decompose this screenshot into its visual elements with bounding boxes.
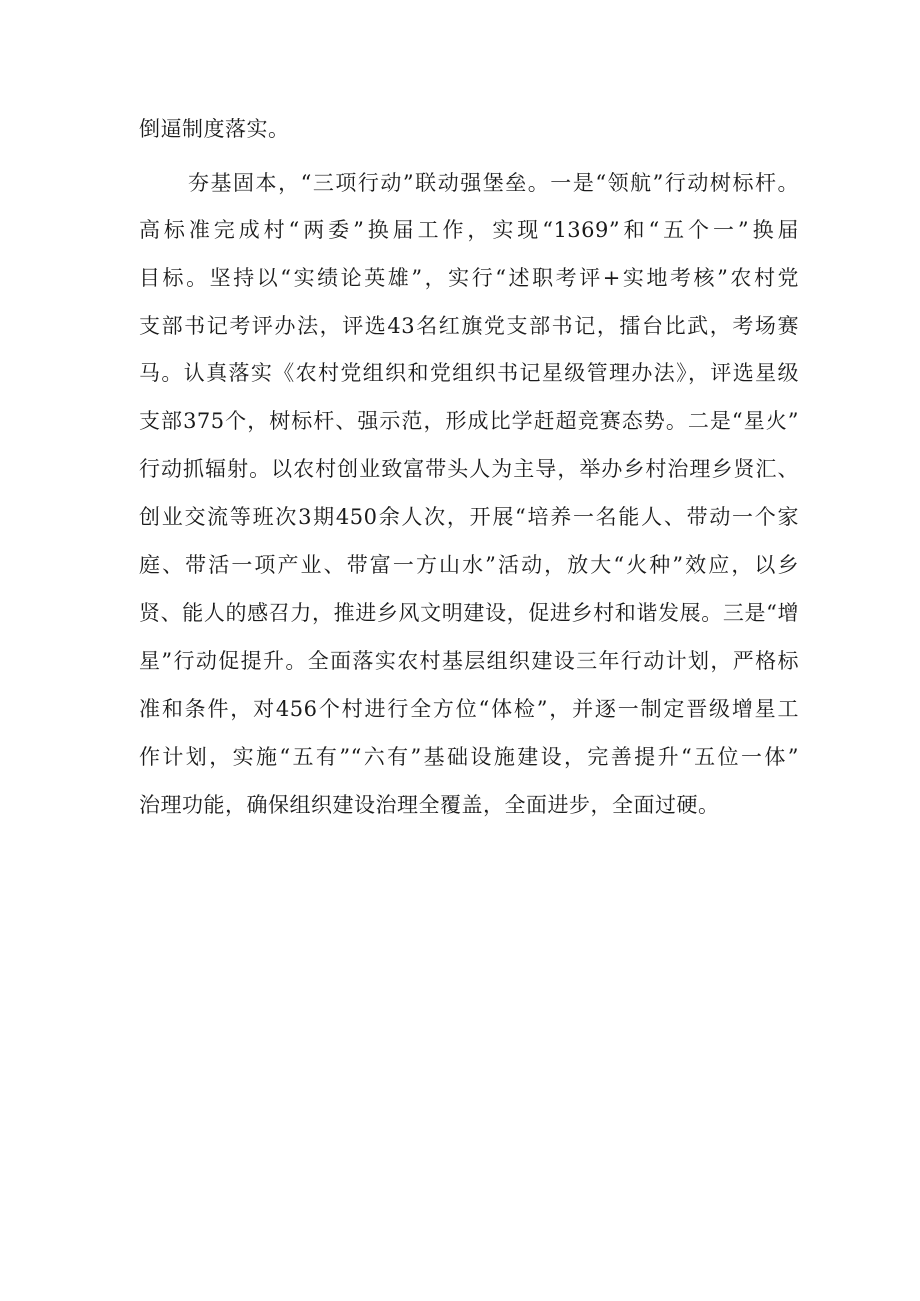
paragraph-2-line-4: 支部书记考评办法，评选43名红旗党支部书记，擂台比武，考场赛 [139, 314, 799, 338]
paragraph-2-line-8: 创业交流等班次3期450余人次，开展“培养一名能人、带动一个家 [139, 505, 799, 529]
paragraph-2-line-10: 贤、能人的感召力，推进乡风文明建设，促进乡村和谐发展。三是“增 [139, 601, 799, 625]
paragraph-2-line-13: 作计划，实施“五有”“六有”基础设施建设，完善提升“五位一体” [139, 745, 799, 769]
paragraph-2-line-1: 夯基固本，“三项行动”联动强堡垒。一是“领航”行动树标杆。 [188, 171, 799, 195]
paragraph-2-line-9: 庭、带活一项产业、带富一方山水”活动，放大“火种”效应，以乡 [139, 553, 799, 577]
paragraph-2-line-11: 星”行动促提升。全面落实农村基层组织建设三年行动计划，严格标 [139, 649, 799, 673]
paragraph-2-line-5: 马。认真落实《农村党组织和党组织书记星级管理办法》，评选星级 [139, 361, 799, 385]
paragraph-2-line-12: 准和条件，对456个村进行全方位“体检”，并逐一制定晋级增星工 [139, 697, 799, 721]
paragraph-2-line-7: 行动抓辐射。以农村创业致富带头人为主导，举办乡村治理乡贤汇、 [139, 457, 799, 481]
paragraph-1-line-1: 倒逼制度落实。 [139, 117, 290, 141]
paragraph-2-line-14: 治理功能，确保组织建设治理全覆盖，全面进步，全面过硬。 [139, 793, 720, 817]
paragraph-2-line-6: 支部375个，树标杆、强示范，形成比学赶超竞赛态势。二是“星火” [139, 409, 799, 433]
paragraph-2-line-3: 目标。坚持以“实绩论英雄”，实行“述职考评+实地考核”农村党 [139, 266, 799, 290]
paragraph-2-line-2: 高标准完成村“两委”换届工作，实现“1369”和“五个一”换届 [139, 218, 799, 242]
